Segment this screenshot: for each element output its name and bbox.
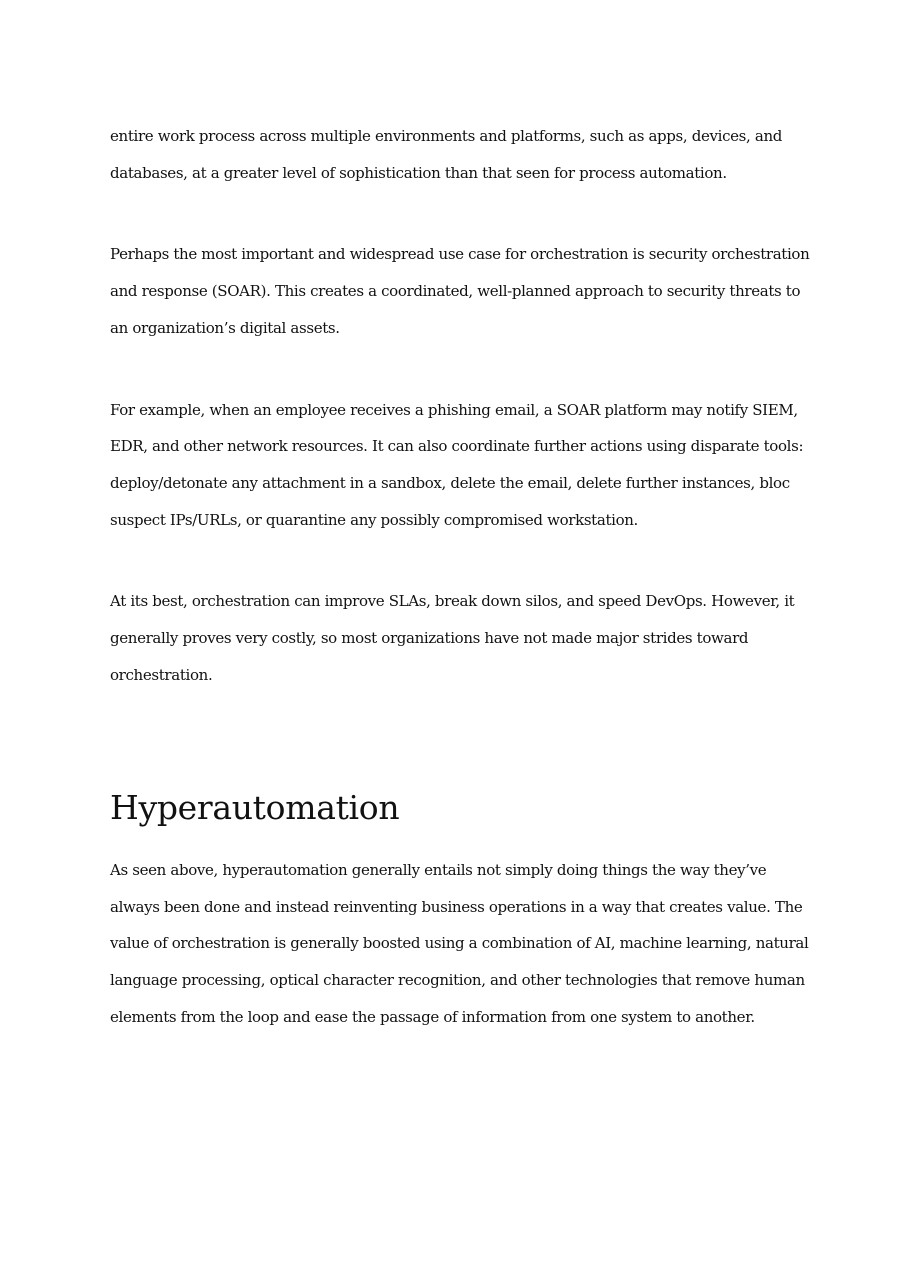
paragraph-line: generally proves very costly, so most organizations have not made major strides toward	[110, 629, 749, 648]
paragraph-line: language processing, optical character recognition, and other technologies that remove human	[110, 971, 805, 990]
paragraph-line: suspect IPs/URLs, or quarantine any possibly compromised workstation.	[110, 510, 638, 529]
paragraph-orchestration-cost	[110, 583, 810, 693]
paragraph-line: As seen above, hyperautomation generally entails not simply doing things the way they’ve	[110, 861, 767, 879]
paragraph-phishing-example	[110, 392, 810, 539]
paragraph-line: orchestration.	[110, 665, 213, 684]
document-body	[110, 118, 810, 1026]
paragraph-process-automation	[110, 118, 810, 191]
paragraph-line: entire work process across multiple environments and platforms, such as apps, devices, and	[110, 127, 783, 145]
section-heading: Hyperautomation	[110, 788, 400, 827]
paragraph-line: and response (SOAR). This creates a coordinated, well-planned approach to security threats to	[110, 282, 801, 301]
paragraph-line: databases, at a greater level of sophistication than that seen for process automation.	[110, 163, 727, 182]
paragraph-line: For example, when an employee receives a phishing email, a SOAR platform may notify SIEM,	[110, 400, 798, 419]
paragraph-line: value of orchestration is generally boosted using a combination of AI, machine learning, natural	[110, 934, 809, 953]
paragraph-line: Perhaps the most important and widespread use case for orchestration is security orchestration	[110, 245, 810, 264]
paragraph-line: elements from the loop and ease the passage of information from one system to another.	[110, 1007, 755, 1026]
paragraph-line: deploy/detonate any attachment in a sandbox, delete the email, delete further instances, bloc	[110, 473, 790, 492]
paragraph-line: an organization’s digital assets.	[110, 318, 340, 337]
paragraph-line: always been done and instead reinventing business operations in a way that creates value. The	[110, 897, 803, 916]
paragraph-hyperautomation	[110, 852, 808, 1036]
paragraph-line: At its best, orchestration can improve SLAs, break down silos, and speed DevOps. However, it	[110, 592, 795, 611]
paragraph-soar	[110, 236, 810, 346]
paragraph-line: EDR, and other network resources. It can also coordinate further actions using disparate tools:	[110, 437, 804, 456]
